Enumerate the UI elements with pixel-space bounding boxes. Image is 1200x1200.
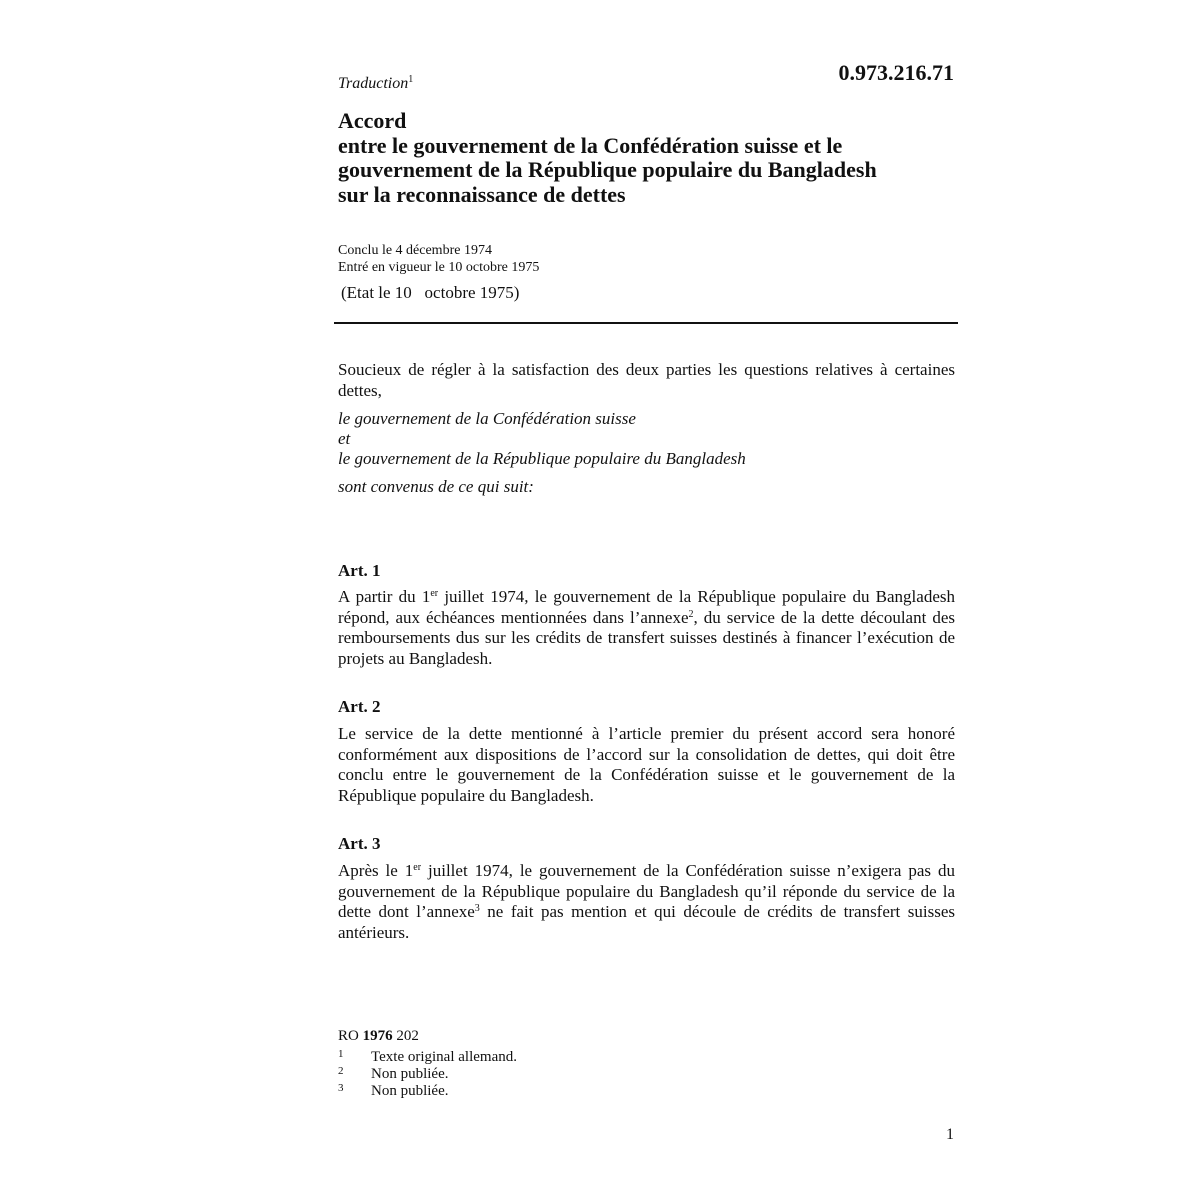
preamble-text: Soucieux de régler à la satisfaction des deux parties les questions relatives à certaines dettes,	[338, 360, 955, 400]
title-line-4: sur la reconnaissance de dettes	[338, 181, 626, 207]
footnote-number: 3	[338, 1082, 344, 1094]
title-line-3: gouvernement de la République populaire du Bangladesh	[338, 157, 877, 182]
preamble-and: et	[338, 429, 351, 448]
title-line-2: entre le gouvernement de la Confédération suisse et le	[338, 132, 843, 158]
article-1-body: A partir du 1er juillet 1974, le gouvernement de la République populaire du Bangladesh répond, aux échéances mentionnées dans l’annexe$^2$, du service de la dette découlant des remboursements dus sur les crédits de transfert suisses destinés à financer l’exécution de projets au Bangladesh.	[338, 587, 955, 668]
document-title	[338, 109, 955, 207]
preamble-party-1: le gouvernement de la Confédération suisse	[338, 409, 636, 428]
preamble	[338, 360, 955, 497]
footnote-text: Texte original allemand.	[371, 1049, 517, 1065]
document-dates	[338, 243, 955, 276]
preamble-agreed: sont convenus de ce qui suit:	[338, 477, 534, 496]
footnote-ref-2[interactable]: 2	[688, 608, 694, 620]
article-3-body: Après le 1er juillet 1974, le gouvernement de la Confédération suisse n’exigera pas du gouvernement de la République populaire du Bangladesh qu’il réponde du service de la dette dont l’annexe$^3$ ne fait pas mention et qui découle de crédits de transfert suisses antérieurs.	[338, 861, 956, 942]
translation-label	[338, 74, 413, 93]
page-number: 1	[946, 1126, 954, 1143]
status-date: (Etat le 10 octobre 1975)	[341, 283, 520, 302]
footnote-text: Non publiée.	[371, 1066, 449, 1082]
entry-into-force-date: Entré en vigueur le 10 octobre 1975	[338, 259, 540, 275]
title-line-1: Accord	[338, 108, 407, 133]
sr-number: 0.973.216.71	[838, 60, 954, 85]
footnote-number: 2	[338, 1065, 344, 1077]
footnote-number: 1	[338, 1048, 344, 1060]
article-2-heading: Art. 2	[338, 697, 381, 716]
preamble-party-2: le gouvernement de la République populaire du Bangladesh	[338, 449, 746, 468]
footnote-ref-3[interactable]: 3	[474, 903, 480, 914]
article-1-heading: Art. 1	[338, 561, 381, 580]
footnote-text: Non publiée.	[371, 1083, 449, 1099]
header-divider	[334, 322, 958, 324]
footnote-ref-1[interactable]: 1	[408, 74, 414, 85]
official-compilation-ref: RO 1976 202	[338, 1028, 419, 1044]
article-3-heading: Art. 3	[338, 834, 381, 853]
footnote-3	[338, 1080, 448, 1100]
article-2-body: Le service de la dette mentionné à l’article premier du présent accord sera honoré conformément aux dispositions de l’accord sur la consolidation de dettes, qui doit être conclu entre le gouvernement de la Confédération suisse et le gouvernement de la République populaire du Bangladesh.	[338, 724, 955, 805]
concluded-date: Conclu le 4 décembre 1974	[338, 243, 492, 258]
translation-text: Traduction	[338, 75, 409, 92]
